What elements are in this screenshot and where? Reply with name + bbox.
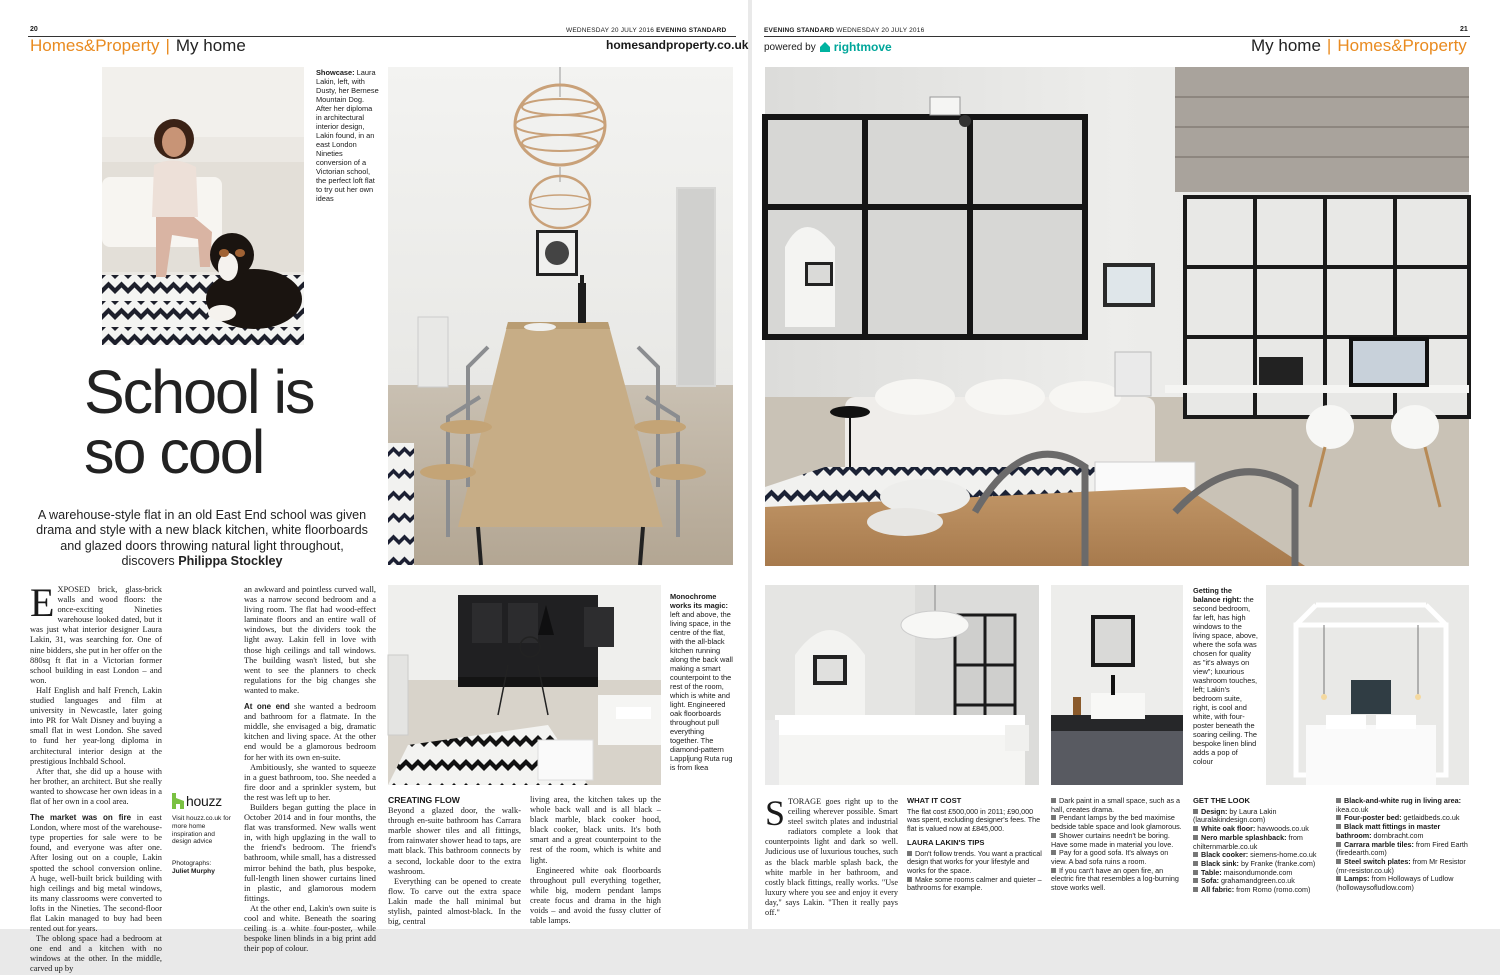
tips-list-continued (1051, 797, 1185, 893)
look-item: Nero marble splashback: from chilternmarble.co.uk (1193, 832, 1303, 851)
tip-item: Dark paint in a small space, such as a hall, creates drama. (1051, 796, 1181, 814)
look-item: Steel switch plates: from Mr Resistor (mr-resistor.co.uk) (1336, 856, 1466, 875)
look-item: White oak floor: havwoods.co.uk (1193, 825, 1325, 834)
bedroom-caption: Getting the balance right: the second bedroom, far left, has high windows to the living space, above, where the sofa was chosen for quality as "it's always on view"; luxurious washroom touches, left; Lakin's bedroom suite, right, is cool and white, with four-poster beneath the soaring ceiling. The bespoke linen blind adds a pop of colour (1193, 586, 1258, 766)
bullet-square-icon (1193, 878, 1198, 883)
left-page (0, 0, 749, 974)
masthead-right: My home | Homes&Property (1251, 36, 1467, 55)
byline: Philippa Stockley (178, 553, 283, 568)
living-room-photo (765, 67, 1469, 566)
look-item: Black sink: by Franke (franke.com) (1193, 860, 1325, 869)
standfirst: A warehouse-style flat in an old East End school was given drama and style with a new black kitchen, white floorboards and glazed doors throwing natural light throughout, discovers Philippa Stockley (36, 508, 368, 568)
look-item: Black-and-white rug in living area: ikea.co.uk (1336, 796, 1462, 814)
tips-list (907, 850, 1043, 894)
photo-credit: Photographs: Juliet Murphy (172, 860, 215, 875)
master-bedroom-photo (1266, 585, 1469, 785)
storage-text: STORAGE goes right up to the ceiling wherever possible. Smart steel switch plates and industrial radiators complete a look that counterpoints light and dark so well. Judicious use of luxurious touches, such as the black marble splash back, the white marble in her bathroom, and costly black fittings, really works. "Use luxury where you see and enjoy it every day," says Lakin. "Then it really pays off." (765, 793, 898, 918)
bullet-square-icon (1051, 868, 1056, 873)
bullet-square-icon (1336, 824, 1341, 829)
look-item: Sofa: grahamandgreen.co.uk (1193, 877, 1325, 886)
bullet-square-icon (907, 851, 912, 856)
what-it-cost: WHAT IT COST The flat cost £500,000 in 2011; £90,000 was spent, excluding designer's fees. The flat is valued now at £845,000. LAURA LAKIN'S TIPS Don't follow trends. You want a practical design that works for your lifestyle and works for the space. Make some rooms calmer and quieter – bathrooms for example. (907, 796, 1042, 893)
headline: School is so cool (84, 358, 314, 486)
kitchen-photo (388, 585, 661, 785)
look-item: Table: maisondumonde.com (1193, 869, 1325, 878)
houzz-promo (172, 793, 234, 876)
washroom-photo (1051, 585, 1183, 785)
get-the-look-continued (1336, 797, 1470, 893)
bullet-square-icon (1336, 876, 1341, 881)
tip-item: If you can't have an open fire, an electric fire that resembles a log-burning stove works well. (1051, 865, 1179, 893)
bullet-square-icon (1051, 815, 1056, 820)
bullet-square-icon (1051, 833, 1056, 838)
tip-item: Pendant lamps by the bed maximise bedside table space and look glamorous. (1051, 813, 1182, 832)
bullet-square-icon (1193, 809, 1198, 814)
rightmove-sponsor: powered by rightmove (764, 40, 892, 54)
dining-photo (388, 67, 733, 565)
section-heading: CREATING FLOW (388, 795, 460, 805)
look-item: Lamps: from Holloways of Ludlow (hollowaysofludlow.com) (1336, 874, 1454, 893)
masthead: Homes&Property | My home (30, 36, 246, 55)
right-page (752, 0, 1500, 929)
website-link[interactable]: homesandproperty.co.uk (606, 38, 749, 52)
rightmove-logo-icon (820, 42, 830, 52)
bullet-square-icon (1193, 861, 1198, 866)
body-column-2: an awkward and pointless curved wall, was a narrow second bedroom and a living room. The flat had wood-effect laminate floors and an entire wall of windows, but the dividers took the light away. Lakin fell in love with those high ceilings and tall windows. The building wasn't listed, but she went to see the planners to check regulations for the big changes she wanted to make. At one end she wanted a bedroom and bathroom for a flatmate. In the middle, she envisaged a big, dramatic kitchen and living space. At the other end would be a glamorous bedroom for her with its own en-suite. Ambitiously, she wanted to squeeze in a guest bathroom, too. She needed a fire door and a sprinkler system, but the rest was left up to her. Builders began gutting the place in October 2014 and in four months, the flat was transformed. New walls went in, with high upglazing in the wall to the friend's bedroom. The friend's bathroom, while small, has a distressed mirror behind the bath, plus bespoke, full-length linen shower curtains lined in plastic, and glamorous modern fittings. At the other end, Lakin's own suite is cool and white. Beneath the soaring ceiling is a white four-poster, while bespoke linen blinds in a big print add their pop of colour. (244, 585, 376, 954)
tips-heading: LAURA LAKIN'S TIPS (907, 837, 985, 847)
tip-item: Shower curtains needn't be boring. Have some made in material you love. (1051, 830, 1174, 849)
look-item: Black cooker: siemens-home.co.uk (1193, 851, 1325, 860)
bullet-square-icon (1336, 859, 1341, 864)
tip-item: Make some rooms calmer and quieter – bathrooms for example. (907, 874, 1042, 893)
portrait-photo (102, 67, 304, 345)
houzz-logo-icon (172, 793, 184, 809)
bullet-square-icon (1336, 815, 1341, 820)
page-number: 20 (30, 26, 38, 33)
bullet-square-icon (907, 877, 912, 882)
bullet-square-icon (1051, 798, 1056, 803)
dateline: WEDNESDAY 20 JULY 2016 EVENING STANDARD (566, 27, 727, 34)
body-column-3: CREATING FLOW Beyond a glazed door, the walk-through en-suite bathroom has Carrara marble shower tiles and all fittings, from rainwater shower head to taps, are matt black. This bathroom connects by a second, lockable door to the extra washroom. Everything can be opened to create flow. To carve out the extra space Lakin made the hall minimal but stylish, painted almost-black. In the big, central (388, 795, 521, 927)
get-the-look: GET THE LOOK Design: by Laura Lakin (lauralakindesign.com) White oak floor: havwoods.co.uk Nero marble splashback: from chilternmarble.co.uk Black cooker: siemens-home.co.uk Black sink: by Franke (franke.com) Table: maisondumonde.com Sofa: grahamandgreen.co.uk All fabric: from Romo (romo.com) (1193, 797, 1325, 895)
bullet-square-icon (1193, 852, 1198, 857)
bullet-square-icon (1193, 887, 1198, 892)
bullet-square-icon (1336, 798, 1341, 803)
look-item: Black matt fittings in master bathroom: dornbracht.com (1336, 822, 1441, 840)
body-column-4: living area, the kitchen takes up the whole back wall and is all black – black marble, black cooker hood, black cooker, black units. It's both smart and a great counterpoint to the rest of the room, which is white and light. Engineered white oak floorboards throughout pull everything together, while big, modern pendant lamps create focus and drama in the high voids – and avoid the fussy clutter of table lamps. (530, 795, 661, 926)
look-item: Carrara marble tiles: from Fired Earth (firedearth.com) (1336, 839, 1468, 858)
kitchen-caption: Monochrome works its magic: left and above, the living space, in the centre of the flat, with the all-black kitchen running along the back wall making a smart counterpoint to the rest of the room, which is white and light. Engineered oak floorboards throughout pull everything together. The diamond-pattern Lappljung Ruta rug is from Ikea (670, 592, 733, 772)
bullet-square-icon (1193, 870, 1198, 875)
bullet-square-icon (1193, 826, 1198, 831)
look-item: Four-poster bed: getlaidbeds.co.uk (1336, 814, 1470, 823)
body-column-1: EXPOSED brick, glass-brick walls and wood floors: the once-exciting Nineties warehouse looked dated, but it was just what interior designer Laura Lakin, 31, was searching for. One of nine bidders, she put in her offer on the 880sq ft flat in a Victorian former school building in east London – and won. Half English and half French, Lakin studied languages and film at university in Newcastle, later going into PR for Walt Disney and buying a small flat in west London. She saved to fund her year-long diploma in architectural interior design at the prestigious Inchbald School. After that, she did up a house with her brother, an architect. But she really wanted to showcase her own ideas in a flat of her own in a cool area. The market was on fire in east London, where most of the warehouse-type properties for sale were to be found, and everyone was after one. After losing out on a couple, Lakin spotted the school conversion online. A huge, well-built brick building with high ceilings and big metal windows, its many classrooms were converted to lofts in the Nineties. The second-floor flat Lakin managed to buy had been rented out for years. The oblong space had a bedroom at one end and a kitchen with no windows at the other. In the middle, carved up by (30, 580, 162, 974)
rightmove-logo[interactable]: rightmove (833, 40, 892, 54)
portrait-caption: Showcase: Laura Lakin, left, with Dusty, her Bernese Mountain Dog. After her diploma in architectural interior design, Lakin found, in an east London Nineties conversion of a Victorian school, the perfect loft flat to try out her own ideas (316, 68, 379, 203)
bullet-square-icon (1336, 842, 1341, 847)
bullet-square-icon (1193, 835, 1198, 840)
houzz-logo[interactable]: houzz (186, 793, 222, 809)
houzz-text: Visit houzz.co.uk for more home inspiration and design advice (172, 815, 231, 846)
bullet-square-icon (1051, 850, 1056, 855)
second-bedroom-photo (765, 585, 1039, 785)
tip-item: Don't follow trends. You want a practical design that works for your lifestyle and works for the space. (907, 848, 1042, 875)
dateline-right: EVENING STANDARD WEDNESDAY 20 JULY 2016 (764, 27, 925, 34)
tip-item: Pay for a good sofa. It's always on view. A bad sofa ruins a room. (1051, 848, 1169, 866)
look-item: All fabric: from Romo (romo.com) (1193, 886, 1325, 895)
page-number-right: 21 (1460, 26, 1468, 33)
look-item: Design: by Laura Lakin (lauralakindesign.com) (1193, 806, 1277, 825)
